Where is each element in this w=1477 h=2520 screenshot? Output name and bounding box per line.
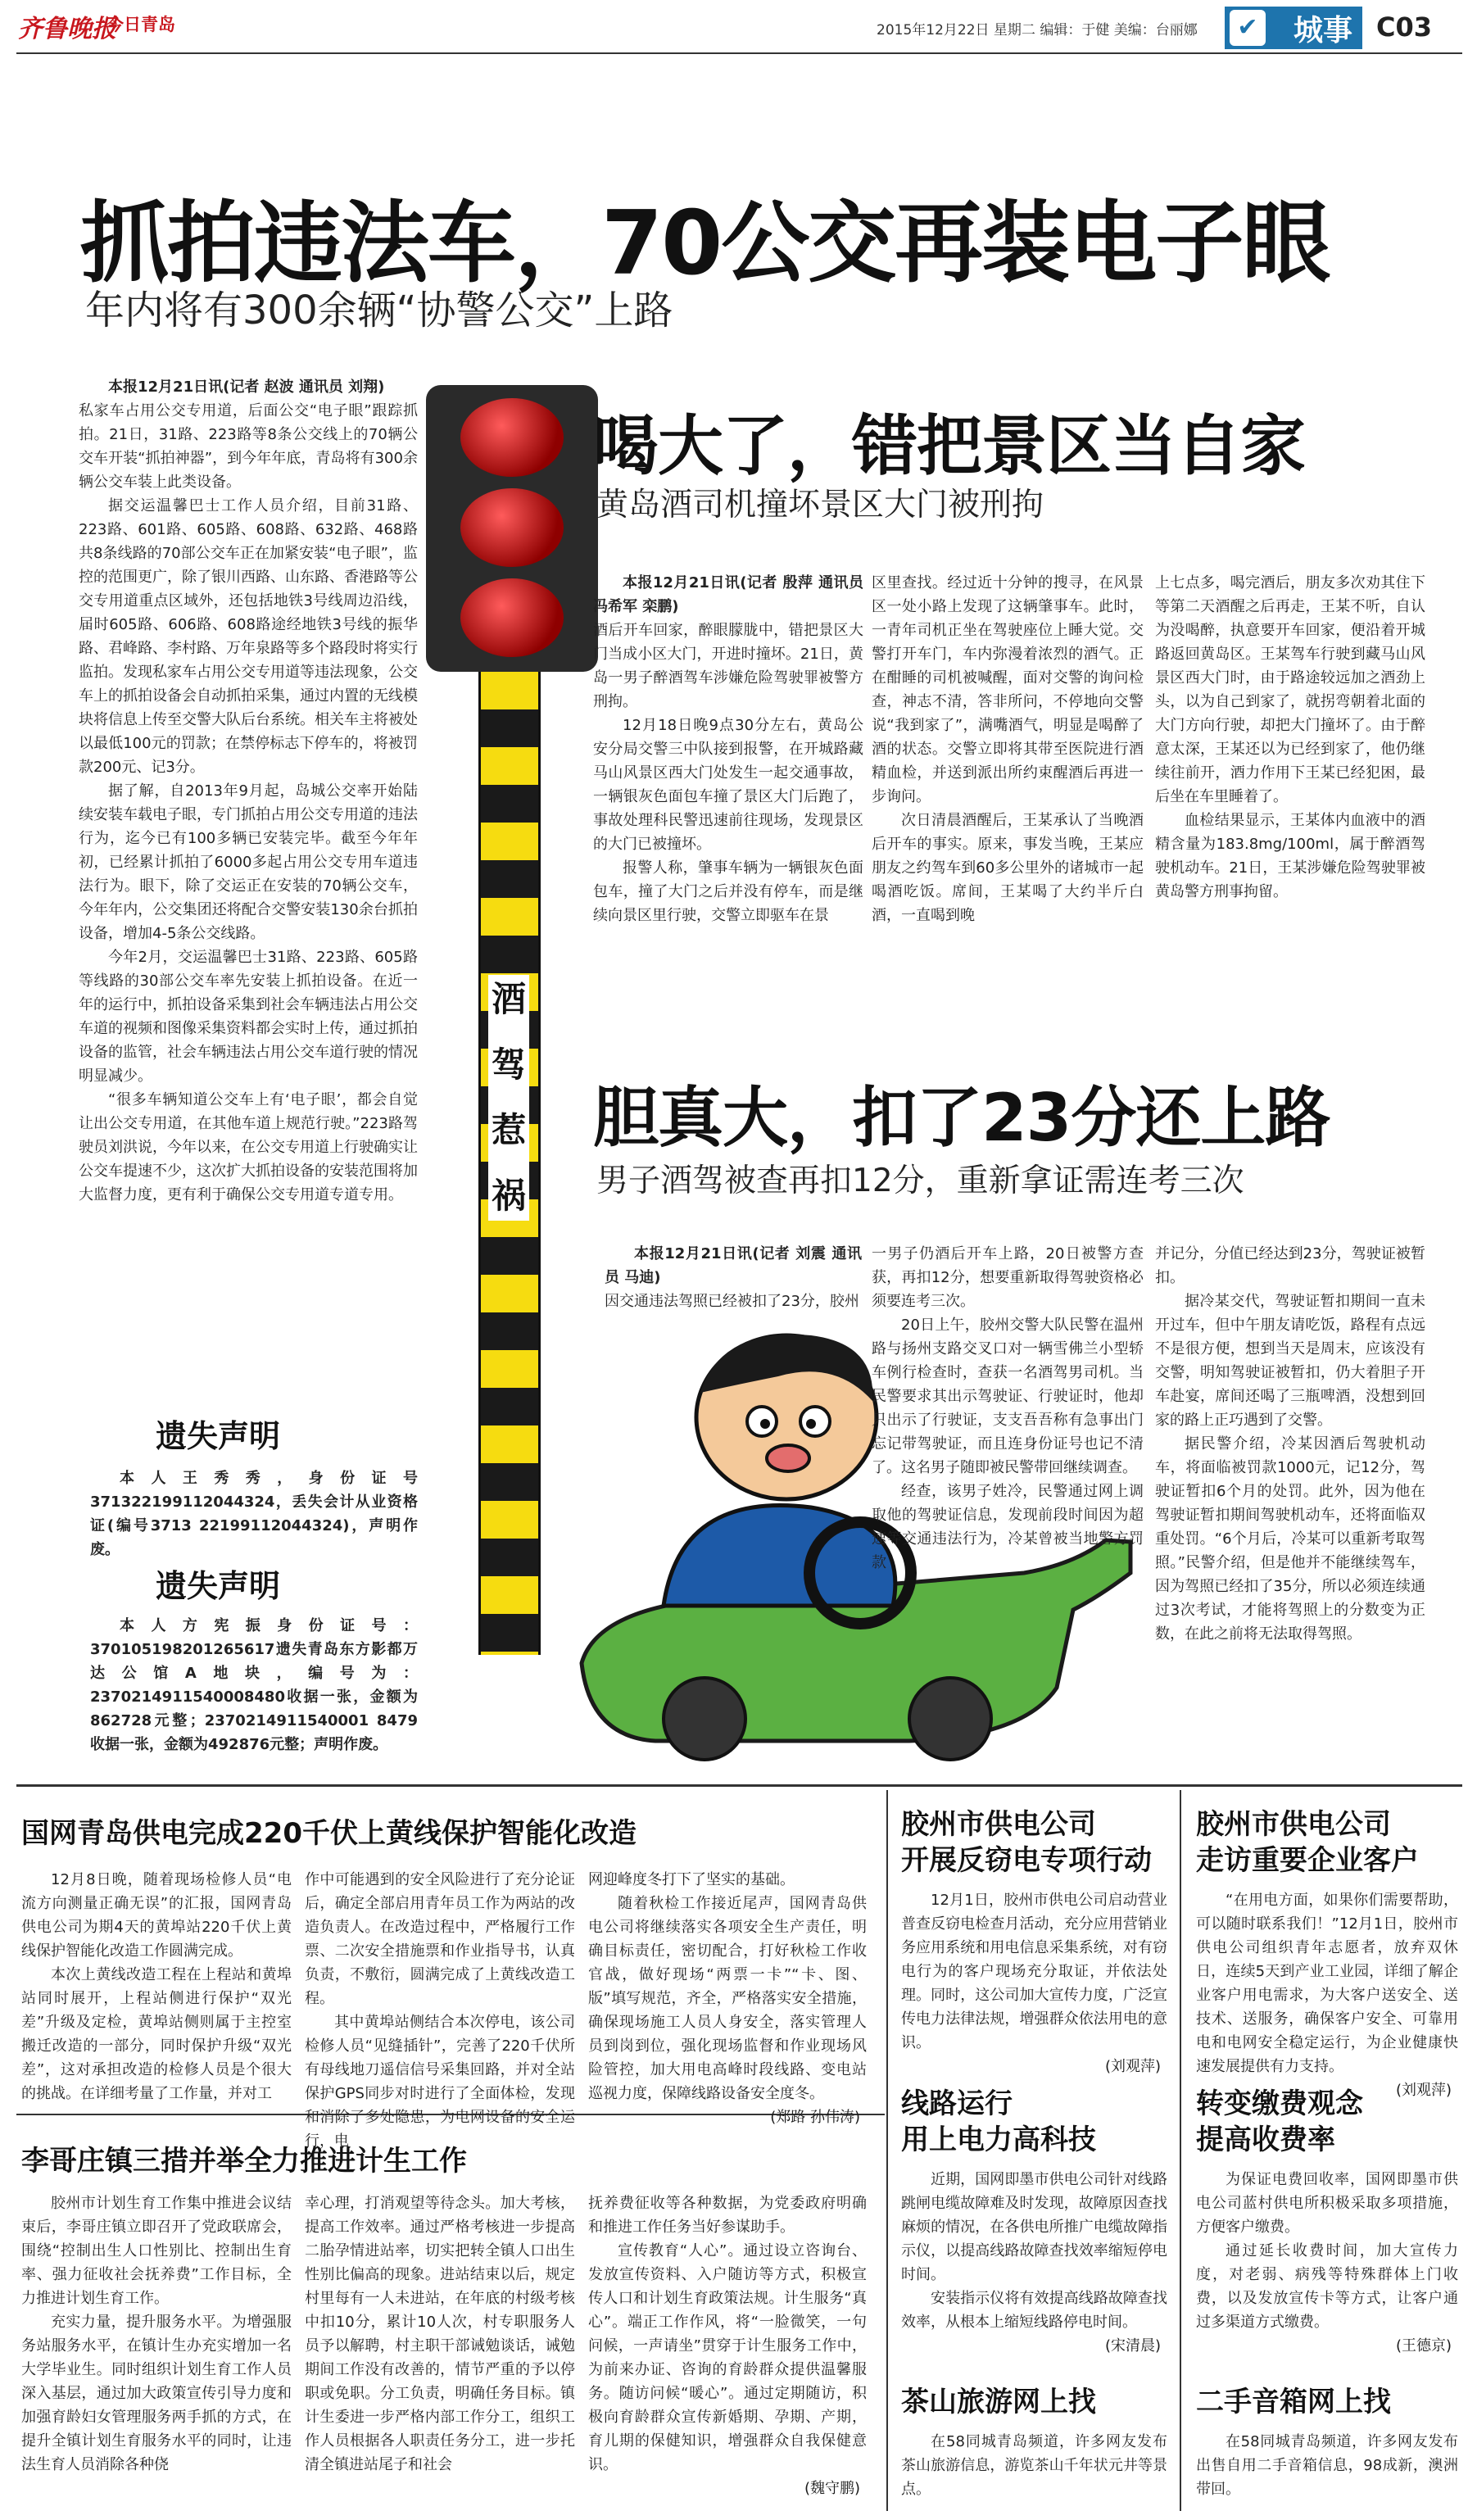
- bottom-article-title: 国网青岛供电完成220千伏上黄线保护智能化改造: [21, 1817, 637, 1850]
- lead-headline: 抓拍违法车，70公交再装电子眼: [80, 193, 1330, 295]
- lead-paragraph: “很多车辆知道公交车上有‘电子眼’，都会自觉让出公交专用道，在其他车道上规范行驶。”223路驾驶员刘洪说，今年以来，在公交专用道上行驶确实让公交车提速不少，这次扩大抓拍设备的安装范围将加大监督力度，更有利于确保公交专用道专道专用。: [79, 1091, 418, 1203]
- bottom-paragraph: 幸心理，打消观望等待念头。加大考核，提高工作效率。通过严格考核进一步提高二胎孕情进站率，切实把转全镇人口出生性别比偏高的现象。进站结束以后，规定村里每有一人未进站，在年底的村级考核中扣10分，累计10人次，村专职服务人员予以解聘，村主职干部诫勉谈话，诫勉期间工作没有改善的，情节严重的予以停职或免职。分工负责，明确任务目标。镇计生委进一步严格内部工作分工，组织工作人员根据各人职责任务分工，进一步托清全镇进站尾子和社会: [305, 2195, 575, 2473]
- story2-subheadline: 男子酒驾被查再扣12分，重新拿证需连考三次: [596, 1163, 1244, 1199]
- bottom-article-col: [305, 2191, 575, 2477]
- byline-sign: (王德京): [1395, 2337, 1452, 2355]
- bottom-article-col: [588, 2191, 867, 2498]
- story1-col: [872, 571, 1144, 927]
- bottom-article-col: [588, 1868, 867, 2127]
- lead-paragraph: 据交运温馨巴士工作人员介绍，目前31路、223路、601路、605路、608路、632路、468路共8条线路的70部公交车正在加紧安装“电子眼”，监控的范围更广，除了银川西路、山东路、香港路等公交专用道重点区域外，还包括地铁3号线周边沿线，届时605路、606路、608路途经地铁3号线的振华路、君峰路、李村路、万年泉路等多个路段时将实行监拍。发现私家车占用公交专用道等违法现象，公交车上的抓拍设备会自动抓拍采集，通过内置的无线模块将信息上传至交警大队后台系统。相关车主将被处以最低100元的罚款；在禁停标志下停车的，将被罚款200元、记3分。: [79, 497, 418, 776]
- brief-text: 通过延长收费时间，加大宣传力度，对老弱、病残等特殊群体上门收费，以及发放宣传卡等方式，让客户通过多渠道方式缴费。: [1196, 2242, 1458, 2331]
- bottom-article-title: 李哥庄镇三措并举全力推进计生工作: [21, 2145, 467, 2178]
- brief-item: [1196, 1806, 1458, 2100]
- stamp-char: 驾: [491, 1045, 526, 1085]
- notice-title: 遗失声明: [156, 1418, 281, 1454]
- byline-sign: (宋清晨): [1104, 2337, 1161, 2355]
- story1-paragraph: 报警人称，肇事车辆为一辆银灰色面包车，撞了大门之后并没有停车，而是继续向景区里行驶，交警立即驱车在景: [593, 859, 863, 924]
- notice-title: 遗失声明: [156, 1568, 281, 1604]
- stamp-char: 酒: [491, 979, 526, 1019]
- brief-title: 二手音箱网上找: [1196, 2386, 1391, 2418]
- newspaper-logo: 齐鲁晚报: [18, 15, 116, 43]
- story1-paragraph: 12月18日晚9点30分左右，黄岛公安分局交警三中队接到报警，在开城路藏马山风景区西大门处发生一起交通事故，一辆银灰色面包车撞了景区大门后跑了，事故处理科民警迅速前往现场，发现景区的大门已被撞坏。: [593, 717, 863, 853]
- story1-col: [1155, 571, 1425, 904]
- story1-byline: 本报12月21日讯(记者 殷萍 通讯员 冯希军 栾鹏): [593, 574, 863, 615]
- driver-pupil: [806, 1419, 816, 1429]
- lead-subheadline: 年内将有300余辆“协警公交”上路: [85, 288, 673, 333]
- brief-title: 胶州市供电公司: [901, 1808, 1096, 1841]
- car-wheel: [664, 1678, 745, 1760]
- traffic-light-lamp: [460, 488, 564, 567]
- brief-text: 12月1日，胶州市供电公司启动营业普查反窃电检查月活动，充分应用营销业务应用系统和用电信息采集系统，对有窃电行为的客户现场充分取证，并依法处理。同时，这公司加大宣传力度，广泛宣传电力法律法规，增强群众依法用电的意识。: [901, 1892, 1167, 2051]
- lead-paragraph: 据了解，自2013年9月起，岛城公交率开始陆续安装车载电子眼，专门抓拍占用公交专用道的违法行为，迄今已有100多辆已安装完毕。截至今年年初，已经累计抓拍了6000多起占用公交专用车道违法行为。眼下，除了交运正在安装的70辆公交车，今年年内，公交集团还将配合交警安装130余台抓拍设备，增加4-5条公交线路。: [79, 782, 418, 942]
- lead-paragraph: 私家车占用公交专用道，后面公交“电子眼”跟踪抓拍。21日，31路、223路等8条公交线上的70辆公交车开装“抓拍神器”，到今年年底，青岛将有300余辆公交车装上此类设备。: [79, 402, 418, 491]
- brief-item: [901, 1806, 1167, 2076]
- column-arrow-icon: ✔: [1230, 10, 1266, 46]
- stamp-char: 惹: [491, 1110, 526, 1150]
- story2-paragraph: 并记分，分值已经达到23分，驾驶证被暂扣。: [1155, 1245, 1425, 1286]
- bottom-paragraph: 本次上黄线改造工程在上程站和黄埠站同时展开，上程站侧进行保护“双光差”升级及定检，黄埠站侧则属于主控室搬迁改造的一部分，同时保护升级“双光差”，这对承担改造的检修人员是个很大的挑战。在详细考量了工作量，并对工: [21, 1966, 292, 2102]
- brief-text: “在用电方面，如果你们需要帮助，可以随时联系我们！”12月1日，胶州市供电公司组织青年志愿者，放弃双休日，连续5天到产业工业园，详细了解企业客户用电需求，为大客户送安全、送技术、送服务，确保客户安全、可靠用电和电网安全稳定运行，为企业健康快速发展提供有力支持。: [1196, 1892, 1458, 2075]
- story2-paragraph: 因交通违法驾照已经被扣了23分，胶州: [605, 1293, 859, 1310]
- column-tag: [1225, 7, 1362, 49]
- story1-headline: 喝大了，错把景区当自家: [593, 408, 1305, 484]
- stamp-char: 祸: [491, 1176, 526, 1216]
- issue-meta: 2015年12月22日 星期二 编辑：于健 美编：台丽娜: [877, 22, 1198, 39]
- column-divider: [1180, 1790, 1181, 2511]
- brief-title: 茶山旅游网上找: [901, 2386, 1096, 2418]
- brief-item: [1196, 2384, 1458, 2501]
- story2-paragraph: 一男子仍酒后开车上路，20日被警方查获，再扣12分，想要重新取得驾驶资格必须要连考三次。: [872, 1245, 1144, 1310]
- lead-article: [79, 375, 418, 1207]
- bottom-paragraph: 抚养费征收等各种数据，为党委政府明确和推进工作任务当好参谋助手。: [588, 2195, 867, 2236]
- story2-paragraph: 据冷某交代，驾驶证暂扣期间一直未开过车，但中午朋友请吃饭，路程有点远不是很方便，想到当天是周末，应该没有交警，明知驾驶证被暂扣，仍大着胆子开车赴宴，席间还喝了三瓶啤酒，没想到回家的路上正巧遇到了交警。: [1155, 1293, 1425, 1429]
- bottom-paragraph: 其中黄埠站侧结合本次停电，该公司检修人员“见缝插针”，完善了220千伏所有母线地刀遥信信号采集回路，并对全站保护GPS同步对时进行了全面体检，发现和消除了多处隐患，为电网设备的安全运行，电: [305, 2014, 575, 2150]
- traffic-light-illustration: [426, 385, 598, 672]
- byline-sign: (魏守鹏): [804, 2480, 860, 2497]
- byline-sign: (刘观萍): [1104, 2058, 1161, 2075]
- bottom-paragraph: 胶州市计划生育工作集中推进会议结束后，李哥庄镇立即召开了党政联席会，围绕“控制出生人口性别比、控制出生育率、强力征收社会抚养费”工作目标，全力推进计划生育工作。: [21, 2195, 292, 2307]
- brief-text: 在58同城青岛频道，许多网友发布茶山旅游信息，游览茶山千年状元井等景点。: [901, 2433, 1167, 2498]
- traffic-light-lamp: [460, 578, 564, 657]
- story1-col: [593, 571, 863, 927]
- bottom-article-col: [305, 1868, 575, 2153]
- brief-title: 转变缴费观念: [1196, 2087, 1363, 2120]
- story1-subheadline: 黄岛酒司机撞坏景区大门被刑拘: [596, 487, 1044, 523]
- brief-title: 走访重要企业客户: [1196, 1844, 1419, 1877]
- story2-col: [872, 1242, 1144, 1575]
- bottom-article-col: [21, 1868, 292, 2105]
- bottom-paragraph: 充实力量，提升服务水平。为增强服务站服务水平，在镇计生办充实增加一名大学毕业生。同时组织计划生育工作人员深入基层，通过加大政策宣传引导力度和加强育龄妇女管理服务两手抓的方式，在提升全镇计划生育服务水平的同时，让违法生育人员消除各种侥: [21, 2314, 292, 2473]
- brief-title: 开展反窃电专项行动: [901, 1844, 1152, 1877]
- story1-paragraph: 次日清晨酒醒后，王某承认了当晚酒后开车的事实。原来，事发当晚，王某应朋友之约驾车到60多公里外的诸城市一起喝酒吃饭。席间，王某喝了大约半斤白酒，一直喝到晚: [872, 812, 1144, 924]
- story2-headline: 胆真大，扣了23分还上路: [593, 1080, 1330, 1156]
- story2-paragraph: 经查，该男子姓冷，民警通过网上调取他的驾驶证信息，发现前段时间因为超速等交通违法行为，冷某曾被当地警方罚款: [872, 1483, 1144, 1571]
- byline-sign: (刘观萍): [1395, 2082, 1452, 2099]
- notice-text: 本人王秀秀，身份证号371322199112044324，丢失会计从业资格证(编号3713 22199112044324)，声明作废。: [90, 1470, 418, 1558]
- section-divider: [16, 1784, 1462, 1787]
- story2-byline: 本报12月21日讯(记者 刘震 通讯员 马迪): [605, 1245, 862, 1286]
- header-rule: [16, 52, 1462, 54]
- car-wheel: [909, 1678, 991, 1760]
- story1-paragraph: 酒后开车回家，醉眼朦胧中，错把景区大门当成小区大门，开进时撞坏。21日，黄岛一男子醉酒驾车涉嫌危险驾驶罪被警方刑拘。: [593, 622, 863, 710]
- brief-text: 安装指示仪将有效提高线路故障查找效率，从根本上缩短线路停电时间。: [901, 2290, 1167, 2331]
- story2-col: [605, 1242, 862, 1313]
- story2-paragraph: 20日上午，胶州交警大队民警在温州路与扬州支路交叉口对一辆雪佛兰小型轿车例行检查时，查获一名酒驾男司机。当民警要求其出示驾驶证、行驶证时，他却只出示了行驶证，支支吾吾称有急事出门忘记带驾驶证，而且连身份证号也记不清了。这名男子随即被民警带回继续调查。: [872, 1317, 1144, 1476]
- brief-title: 胶州市供电公司: [1196, 1808, 1391, 1841]
- bottom-paragraph: 宣传教育“人心”。通过设立咨询台、发放宣传资料、入户随访等方式，积极宣传人口和计划生育政策法规。计生服务“真心”。端正工作作风，将“一脸微笑，一句问候，一声请坐”贯穿于计生服务工作中，为前来办证、咨询的育龄群众提供温馨服务。随访问候“暖心”。通过定期随访，积极向育龄群众宣传新婚期、孕期、产期，育儿期的保健知识，增强群众自我保健意识。: [588, 2242, 867, 2473]
- bottom-paragraph: 随着秋检工作接近尾声，国网青岛供电公司将继续落实各项安全生产责任，明确目标责任，密切配合，打好秋检工作收官战，做好现场“两票一卡”“卡、图、版”填写规范，齐全，严格落实安全措施，确保现场施工人员人身安全，落实管理人员到岗到位，强化现场监督和作业现场风险管控，加大用电高峰时段线路、变电站巡视力度，保障线路设备安全度冬。: [588, 1895, 867, 2102]
- brief-text: 为保证电费回收率，国网即墨市供电公司蓝村供电所积极采取多项措施，方便客户缴费。: [1196, 2171, 1458, 2236]
- bottom-paragraph: 网迎峰度冬打下了坚实的基础。: [588, 1871, 795, 1888]
- brief-item: [1196, 2086, 1458, 2355]
- brief-title: 线路运行: [901, 2087, 1013, 2120]
- story1-paragraph: 血检结果显示，王某体内血液中的酒精含量为183.8mg/100ml，属于醉酒驾驶机动车。21日，王某涉嫌危险驾驶罪被黄岛警方刑事拘留。: [1155, 812, 1425, 900]
- story1-paragraph: 区里查找。经过近十分钟的搜寻，在风景区一处小路上发现了这辆肇事车。此时，一青年司机正坐在驾驶座位上睡大觉。交警打开车门，车内弥漫着浓烈的酒气。正在酣睡的司机被喊醒，面对交警的询问检查，神志不清，答非所问，不停地向交警说“我到家了”，满嘴酒气，明显是喝醉了酒的状态。交警立即将其带至医院进行酒精血检，并送到派出所约束醒酒后再进一步询问。: [872, 574, 1144, 805]
- story2-paragraph: 据民警介绍，冷某因酒后驾驶机动车，将面临被罚款1000元，记12分，驾驶证暂扣6个月的处罚。此外，因为他在驾驶证暂扣期间驾驶机动车，还将面临双重处罚。“6个月后，冷某可以重新考取驾照。”民警介绍，但是他并不能继续驾车，因为驾照已经扣了35分，所以必须连续通过3次考试，才能将驾照上的分数变为正数，在此之前将无法取得驾照。: [1155, 1435, 1425, 1643]
- section-name: 今日青岛: [106, 15, 175, 34]
- column-divider: [886, 1790, 888, 2511]
- brief-text: 近期，国网即墨市供电公司针对线路跳闸电缆故障难及时发现，故障原因查找麻烦的情况，在各供电所推广电缆故障指示仪，以提高线路故障查找效率缩短停电时间。: [901, 2171, 1167, 2283]
- traffic-light-lamp: [460, 398, 564, 477]
- brief-item: [901, 2086, 1167, 2355]
- bottom-paragraph: 作中可能遇到的安全风险进行了充分论证后，确定全部启用青年员工作为两站的改造负责人。在改造过程中，严格履行工作票、二次安全措施票和作业指导书，认真负责，不敷衍，圆满完成了上黄线改造工程。: [305, 1871, 575, 2007]
- driver-pupil: [760, 1419, 770, 1429]
- column-title: 城事: [1293, 13, 1352, 48]
- brief-item: [901, 2384, 1167, 2501]
- byline-sign: (郑路 孙伟涛): [770, 2109, 860, 2126]
- story1-paragraph: 上七点多，喝完酒后，朋友多次劝其住下等第二天酒醒之后再走，王某不听，自认为没喝醉，执意要开车回家，便沿着开城路返回黄岛区。王某驾车行驶到藏马山风景区西大门时，由于路途较远加之酒劲上头，以为自己到家了，就拐弯朝着北面的大门方向行驶，却把大门撞坏了。由于醉意太深，王某还以为已经到家了，他仍继续往前开，酒力作用下王某已经犯困，最后坐在车里睡着了。: [1155, 574, 1425, 805]
- story2-col: [1155, 1242, 1425, 1646]
- lead-paragraph: 今年2月，交运温馨巴士31路、223路、605路等线路的30部公交车率先安装上抓拍设备。在近一年的运行中，抓拍设备采集到社会车辆违法占用公交车道的视频和图像采集资料都会实时上传，通过抓拍设备的监管，社会车辆违法占用公交车道行驶的情况明显减少。: [79, 949, 418, 1085]
- brief-text: 在58同城青岛频道，许多网友发布出售自用二手音箱信息，98成新，澳洲带回。: [1196, 2433, 1458, 2498]
- bottom-article-col: [21, 2191, 292, 2477]
- lead-byline: 本报12月21日讯(记者 赵波 通讯员 刘翔): [108, 378, 385, 396]
- brief-title: 提高收费率: [1196, 2123, 1335, 2156]
- notice-text: 本人方宪振身份证号：370105198201265617遗失青岛东方影都万达公馆A地块，编号为：2370214911540008480收据一张，金额为862728元整；2370214911540001 8479收据一张，金额为492876元整；声明作废。: [90, 1617, 418, 1753]
- page-number: C03: [1376, 11, 1433, 43]
- bottom-paragraph: 12月8日晚，随着现场检修人员“电流方向测量正确无误”的汇报，国网青岛供电公司为期4天的黄埠站220千伏上黄线保护智能化改造工作圆满完成。: [21, 1871, 292, 1960]
- driver-mouth: [767, 1445, 809, 1471]
- stamp-vertical: [488, 975, 529, 1221]
- brief-title: 用上电力高科技: [901, 2123, 1096, 2156]
